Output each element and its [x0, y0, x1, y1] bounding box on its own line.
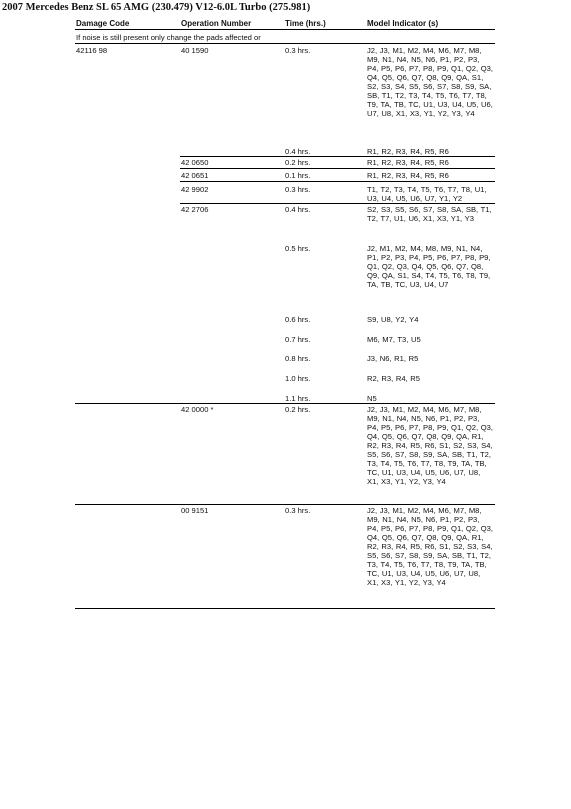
time-cell: 0.8 hrs. [285, 354, 311, 363]
row-divider [180, 156, 495, 157]
header-operation-number: Operation Number [181, 19, 252, 28]
time-cell: 0.2 hrs. [285, 158, 311, 167]
model-indicator-cell: R1, R2, R3, R4, R5, R6 [367, 147, 449, 156]
time-cell: 0.5 hrs. [285, 244, 311, 253]
operation-number-cell: 42 9902 [181, 185, 209, 194]
model-indicator-cell: M6, M7, T3, U5 [367, 335, 421, 344]
model-indicator-cell: T1, T2, T3, T4, T5, T6, T7, T8, U1, U3, U4, U5, U6, U7, Y1, Y2 [367, 185, 487, 203]
operation-number-cell: 42 2706 [181, 205, 209, 214]
header-divider [75, 29, 495, 30]
note-divider [75, 43, 495, 44]
time-cell: 0.2 hrs. [285, 405, 311, 414]
operation-number-cell: 00 9151 [181, 506, 209, 515]
model-indicator-cell: J2, J3, M1, M2, M4, M6, M7, M8, M9, N1, N4, N5, N6, P1, P2, P3, P4, P5, P6, P7, P8, P9, Q1, Q2, Q3, Q4, Q5, Q6, Q7, Q8, Q9, QA, R1, R2, R3, R4, R5, R6, S1, S2, S3, S4, S5, S6, S7, S8, S9, SA, SB, T1, T2, T3, T4, T5, T6, T7, T8, T9, TA, TB, TC, U1, U3, U4, U5, U6, U7, U8, X1, X3, Y1, Y2, Y3, Y4 [367, 405, 493, 486]
header-time: Time (hrs.) [285, 19, 326, 28]
header-damage-code: Damage Code [76, 19, 130, 28]
time-cell: 0.1 hrs. [285, 171, 311, 180]
operation-number-cell: 42 0651 [181, 171, 209, 180]
model-indicator-cell: J2, M1, M2, M4, M8, M9, N1, N4, P1, P2, P3, P4, P5, P6, P7, P8, P9, Q1, Q2, Q3, Q4, Q5, Q6, Q7, Q8, Q9, QA, S1, S4, T4, T5, T6, T8, T9, TA, TB, TC, U3, U4, U7 [367, 244, 491, 289]
time-cell: 1.0 hrs. [285, 374, 311, 383]
row-divider [75, 403, 495, 404]
time-cell: 1.1 hrs. [285, 394, 311, 403]
model-indicator-cell: S2, S3, S5, S6, S7, S8, SA, SB, T1, T2, T7, U1, U6, X1, X3, Y1, Y3 [367, 205, 492, 223]
document-title: 2007 Mercedes Benz SL 65 AMG (230.479) V12-6.0L Turbo (275.981) [2, 2, 311, 13]
time-cell: 0.3 hrs. [285, 185, 311, 194]
row-divider [180, 168, 495, 169]
model-indicator-cell: J2, J3, M1, M2, M4, M6, M7, M8, M9, N1, N4, N5, N6, P1, P2, P3, P4, P5, P6, P7, P8, P9, Q1, Q2, Q3, Q4, Q5, Q6, Q7, Q8, Q9, QA, R1, R2, R3, R4, R5, R6, S1, S2, S3, S4, S5, S6, S7, S8, S9, SA, SB, T1, T2, T3, T4, T5, T6, T7, T8, T9, TA, TB, TC, U1, U3, U4, U5, U6, U7, U8, X1, X3, Y1, Y2, Y3, Y4 [367, 506, 493, 587]
model-indicator-cell: S9, U8, Y2, Y4 [367, 315, 419, 324]
row-divider [75, 504, 495, 505]
damage-code-cell: 42116 98 [76, 46, 108, 55]
model-indicator-cell: R1, R2, R3, R4, R5, R6 [367, 158, 449, 167]
row-divider [180, 203, 495, 204]
model-indicator-cell: R2, R3, R4, R5 [367, 374, 420, 383]
operation-number-cell: 42 0650 [181, 158, 209, 167]
table-note: If noise is still present only change the pads affected or [76, 33, 261, 42]
model-indicator-cell: J2, J3, M1, M2, M4, M6, M7, M8, M9, N1, N4, N5, N6, P1, P2, P3, P4, P5, P6, P7, P8, P9, Q1, Q2, Q3, Q4, Q5, Q6, Q7, Q8, Q9, QA, S1, S2, S3, S4, S5, S6, S7, S8, S9, SA, SB, T1, T2, T3, T4, T5, T6, T7, T8, T9, TA, TB, TC, U1, U3, U4, U5, U6, U7, U8, X1, X3, Y1, Y2, Y3, Y4 [367, 46, 493, 118]
time-cell: 0.4 hrs. [285, 147, 311, 156]
model-indicator-cell: J3, N6, R1, R5 [367, 354, 419, 363]
model-indicator-cell: N5 [367, 394, 377, 403]
time-cell: 0.3 hrs. [285, 46, 311, 55]
time-cell: 0.4 hrs. [285, 205, 311, 214]
time-cell: 0.6 hrs. [285, 315, 311, 324]
header-model-indicator: Model Indicator (s) [367, 19, 439, 28]
time-cell: 0.3 hrs. [285, 506, 311, 515]
model-indicator-cell: R1, R2, R3, R4, R5, R6 [367, 171, 449, 180]
operation-number-cell: 42 0000 * [181, 405, 214, 414]
time-cell: 0.7 hrs. [285, 335, 311, 344]
table-bottom-rule [75, 608, 495, 609]
operation-number-cell: 40 1590 [181, 46, 209, 55]
row-divider [180, 181, 495, 182]
